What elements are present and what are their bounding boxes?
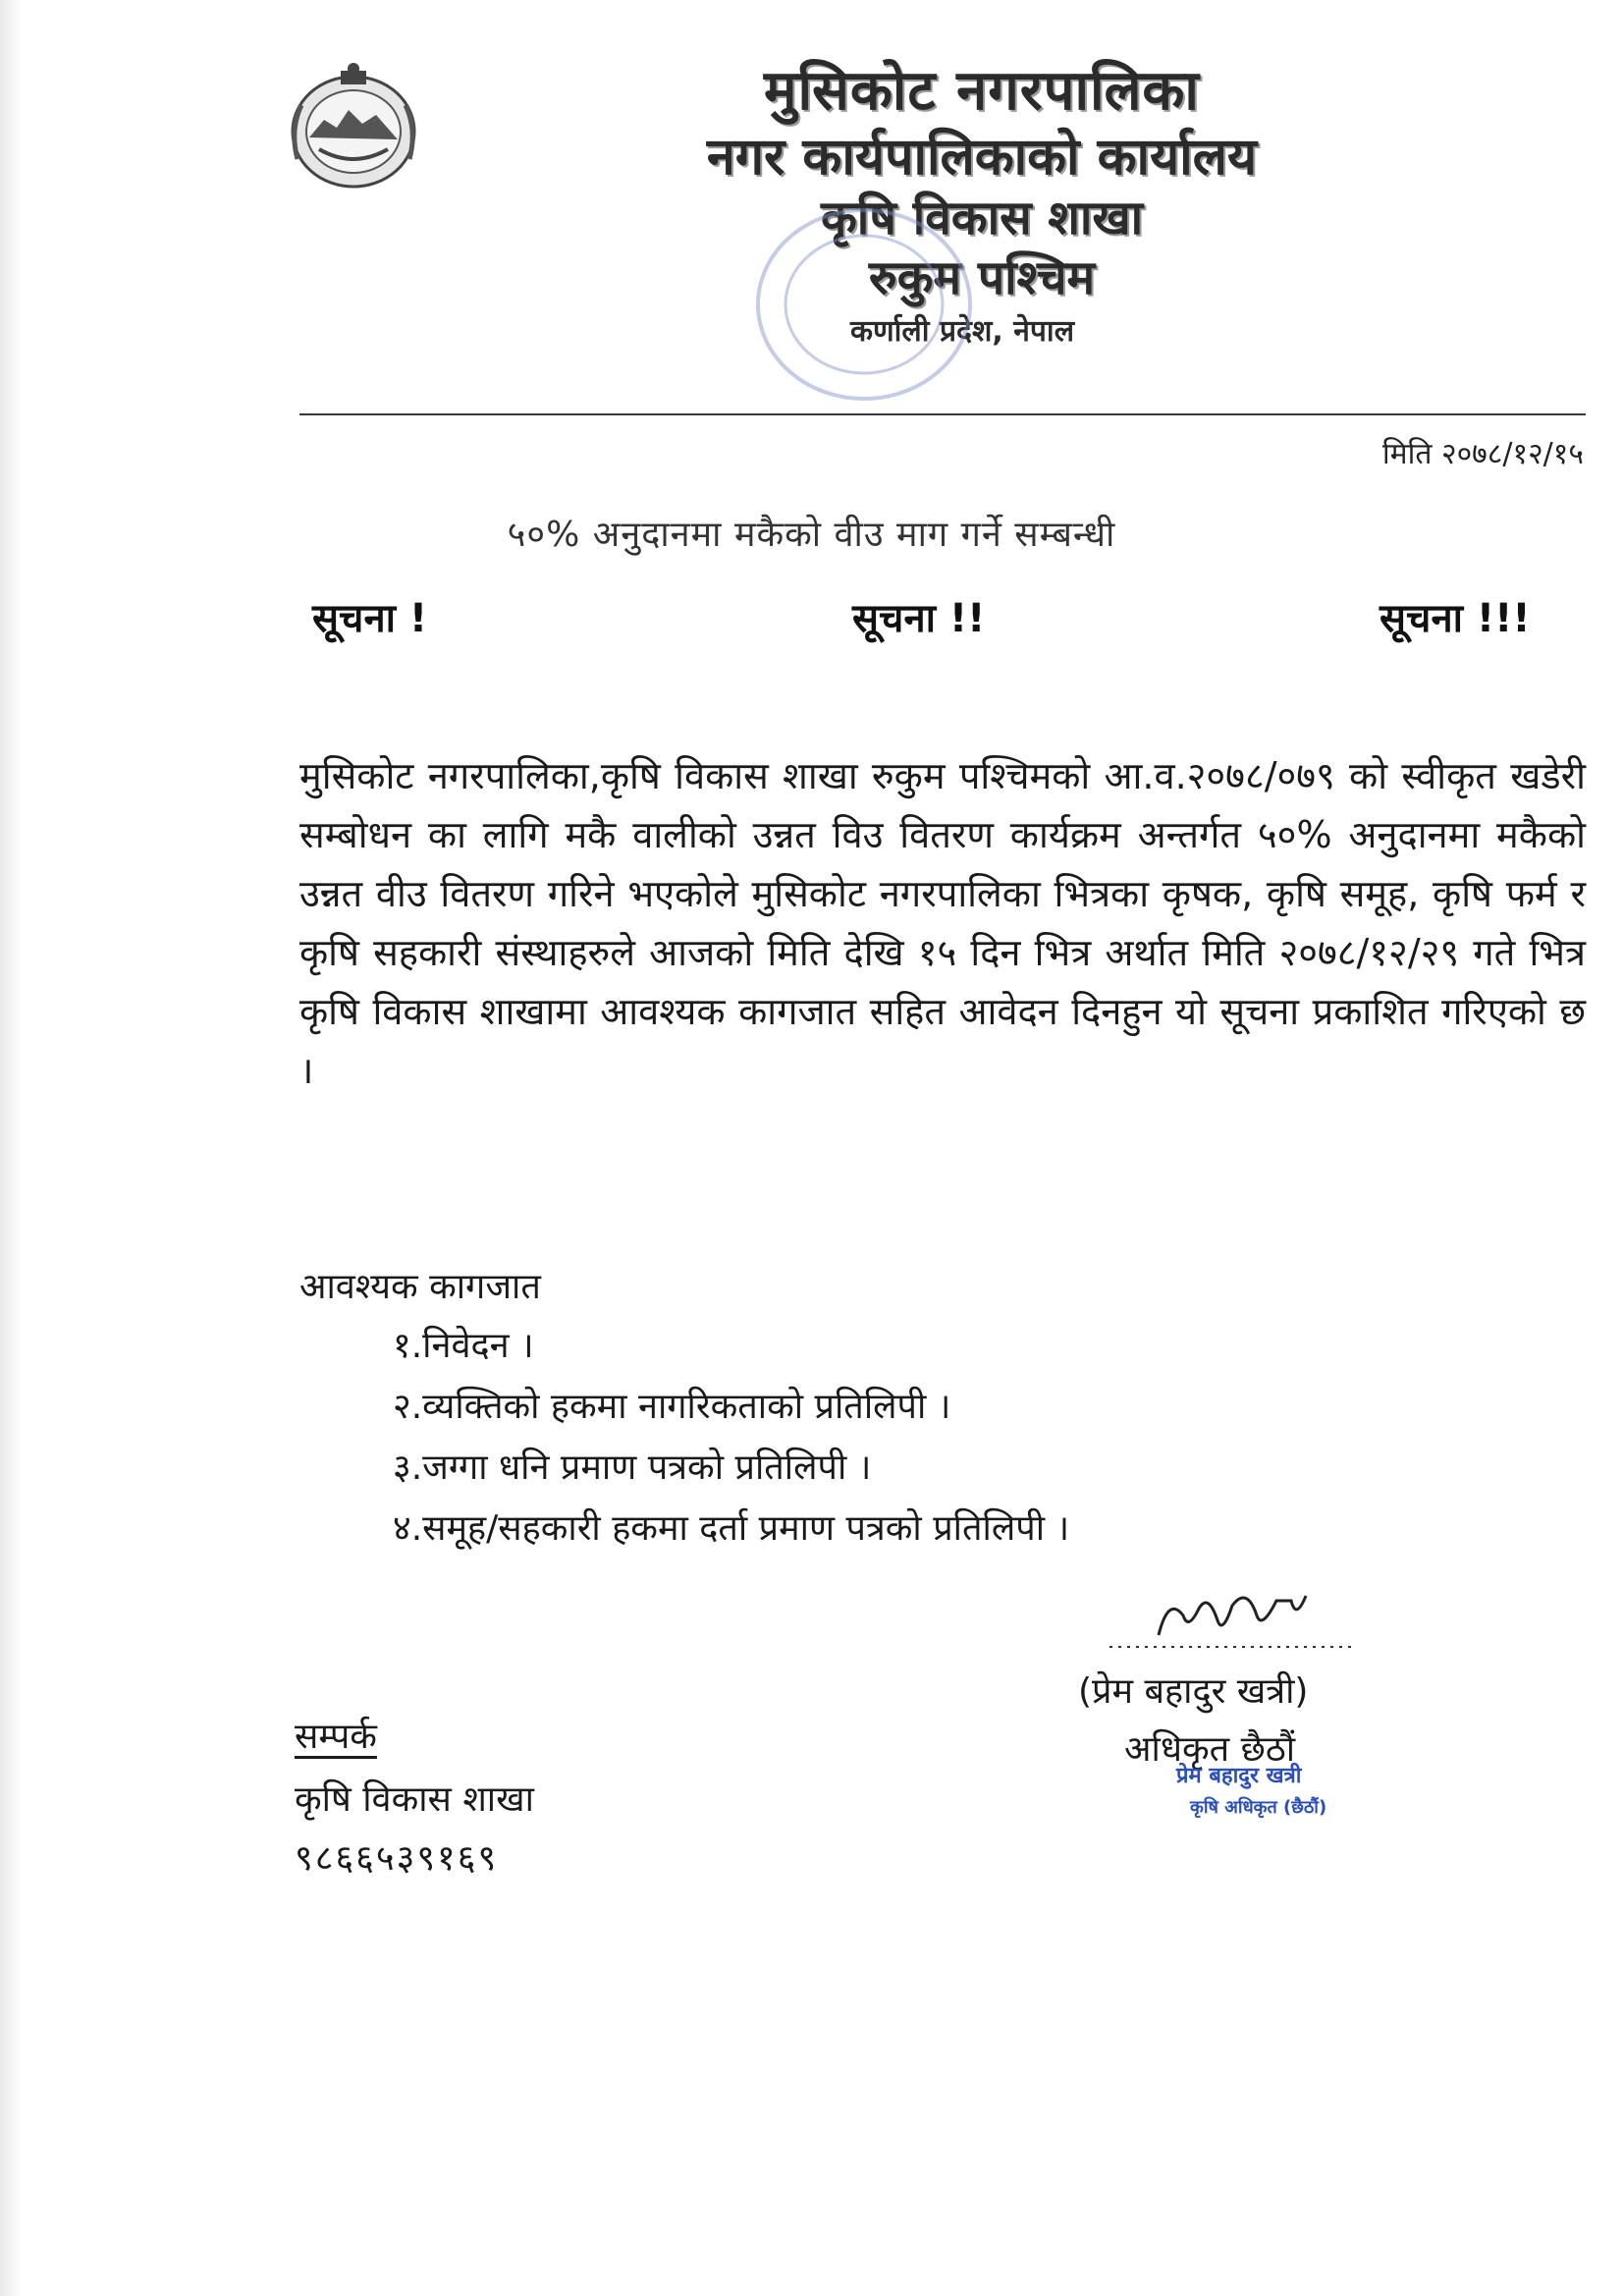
stamp-name: प्रेम बहादुर खत्री [1176, 1764, 1302, 1788]
required-documents-list [393, 1316, 1069, 1559]
notice-heading-2: सूचना !! [852, 596, 986, 641]
contact-phone: ९८६६५३९१६९ [295, 1838, 499, 1879]
contact-title: सम्पर्क [295, 1717, 377, 1757]
office-stamp-icon [746, 196, 982, 412]
signatory-post: अधिकृत छैठौं [1124, 1729, 1296, 1770]
notice-heading-3: सूचना !!! [1380, 596, 1531, 641]
stamp-post: कृषि अधिकृत (छैठौं) [1190, 1797, 1327, 1818]
branch-name: कृषि विकास शाखा [820, 191, 1144, 246]
notice-date: मिति २०७८/१२/१५ [1381, 437, 1584, 471]
office-name: नगर कार्यपालिकाको कार्यालय [706, 128, 1258, 187]
province-name: कर्णाली प्रदेश, नेपाल [849, 314, 1075, 349]
scan-edge-shadow [0, 0, 22, 2296]
list-item: ४.समूह/सहकारी हकमा दर्ता प्रमाण पत्रको प्रतिलिपी । [393, 1508, 1070, 1549]
required-documents-title: आवश्यक कागजात [299, 1267, 541, 1307]
list-item: १.निवेदन । [393, 1326, 534, 1366]
notice-body: मुसिकोट नगरपालिका,कृषि विकास शाखा रुकुम पश्चिमको आ.व.२०७८/०७९ को स्वीकृत खडेरी सम्बोधन का लागि मकै वालीको उन्नत विउ वितरण कार्यक्रम अन्तर्गत ५०% अनुदानमा मकैको उन्नत वीउ वितरण गरिने भएकोले मुसिकोट नगरपालिका भित्रका कृषक, कृषि समूह, कृषि फर्म र कृषि सहकारी संस्थाहरुले आजको मिति देखि १५ दिन भित्र अर्थात मिति २०७८/१२/२९ गते भित्र कृषि विकास शाखामा आवश्यक कागजात सहित आवेदन दिनहुन यो सूचना प्रकाशित गरिएको छ । [299, 754, 1586, 1092]
government-emblem-icon [280, 61, 427, 193]
notice-subject: ५०% अनुदानमा मकैको वीउ माग गर्ने सम्बन्धी [507, 515, 1116, 555]
letterhead [550, 57, 1414, 355]
signature-icon [1100, 1576, 1365, 1665]
signatory-name: (प्रेम बहादुर खत्री) [1078, 1671, 1309, 1712]
contact-office: कृषि विकास शाखा [295, 1779, 534, 1820]
municipality-name: मुसिकोट नगरपालिका [764, 59, 1200, 123]
district-name: रुकुम पश्चिम [868, 250, 1096, 305]
list-item: २.व्यक्तिको हकमा नागरिकताको प्रतिलिपी । [393, 1387, 951, 1427]
header-divider [299, 413, 1586, 415]
list-item: ३.जग्गा धनि प्रमाण पत्रको प्रतिलिपी । [393, 1448, 872, 1488]
notice-heading-1: सूचना ! [312, 596, 428, 641]
